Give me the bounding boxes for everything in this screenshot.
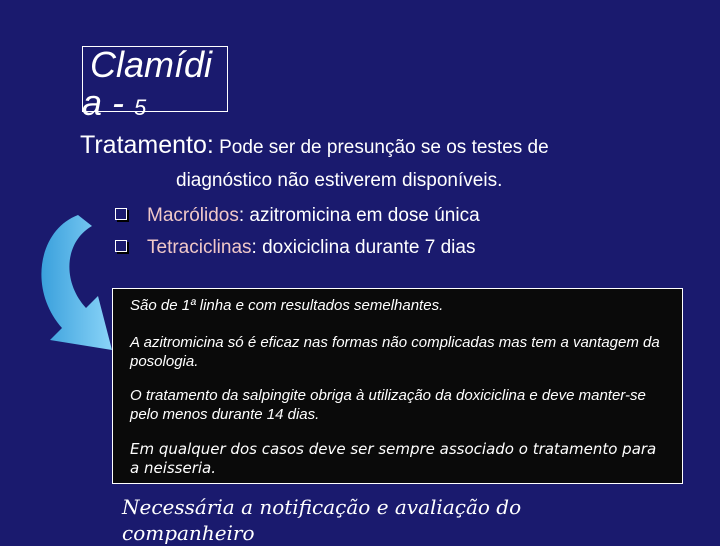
note-3: O tratamento da salpingite obriga à utilização da doxiciclina e deve manter-se pelo menos durante 14 dias. (130, 387, 646, 423)
bullet-item-1 (115, 205, 480, 227)
heading-continuation: diagnóstico não estiverem disponíveis. (176, 170, 503, 191)
bullet-term-1: Macrólidos (147, 205, 239, 226)
note-2: A azitromicina só é eficaz nas formas não complicadas mas tem a vantagem da posologia. (130, 334, 660, 370)
slide-title-line2 (82, 82, 146, 124)
note-1: São de 1ª linha e com resultados semelhantes. (130, 297, 444, 314)
bullet-item-2 (115, 237, 475, 259)
slide-number: 5 (134, 95, 147, 120)
bullet-term-2: Tetraciclinas (147, 237, 252, 258)
curved-arrow-icon (20, 210, 120, 380)
note-4: Em qualquer dos casos deve ser sempre associado o tratamento para a neisseria. (130, 440, 657, 477)
footer-note (122, 494, 521, 546)
bullet-text-2: : doxiciclina durante 7 dias (251, 237, 476, 258)
slide-title-line1: Clamídi (90, 44, 213, 85)
bullet-text-1: : azitromicina em dose única (238, 205, 480, 226)
footer-line-1: Necessária a notificação e avaliação do (122, 495, 522, 519)
heading-text: Pode ser de presunção se os testes de (213, 137, 549, 158)
heading-label: Tratamento: (80, 131, 214, 159)
footer-line-2: companheiro (122, 521, 255, 545)
heading (80, 131, 549, 160)
slide-title-line2-text: a - (82, 82, 135, 123)
